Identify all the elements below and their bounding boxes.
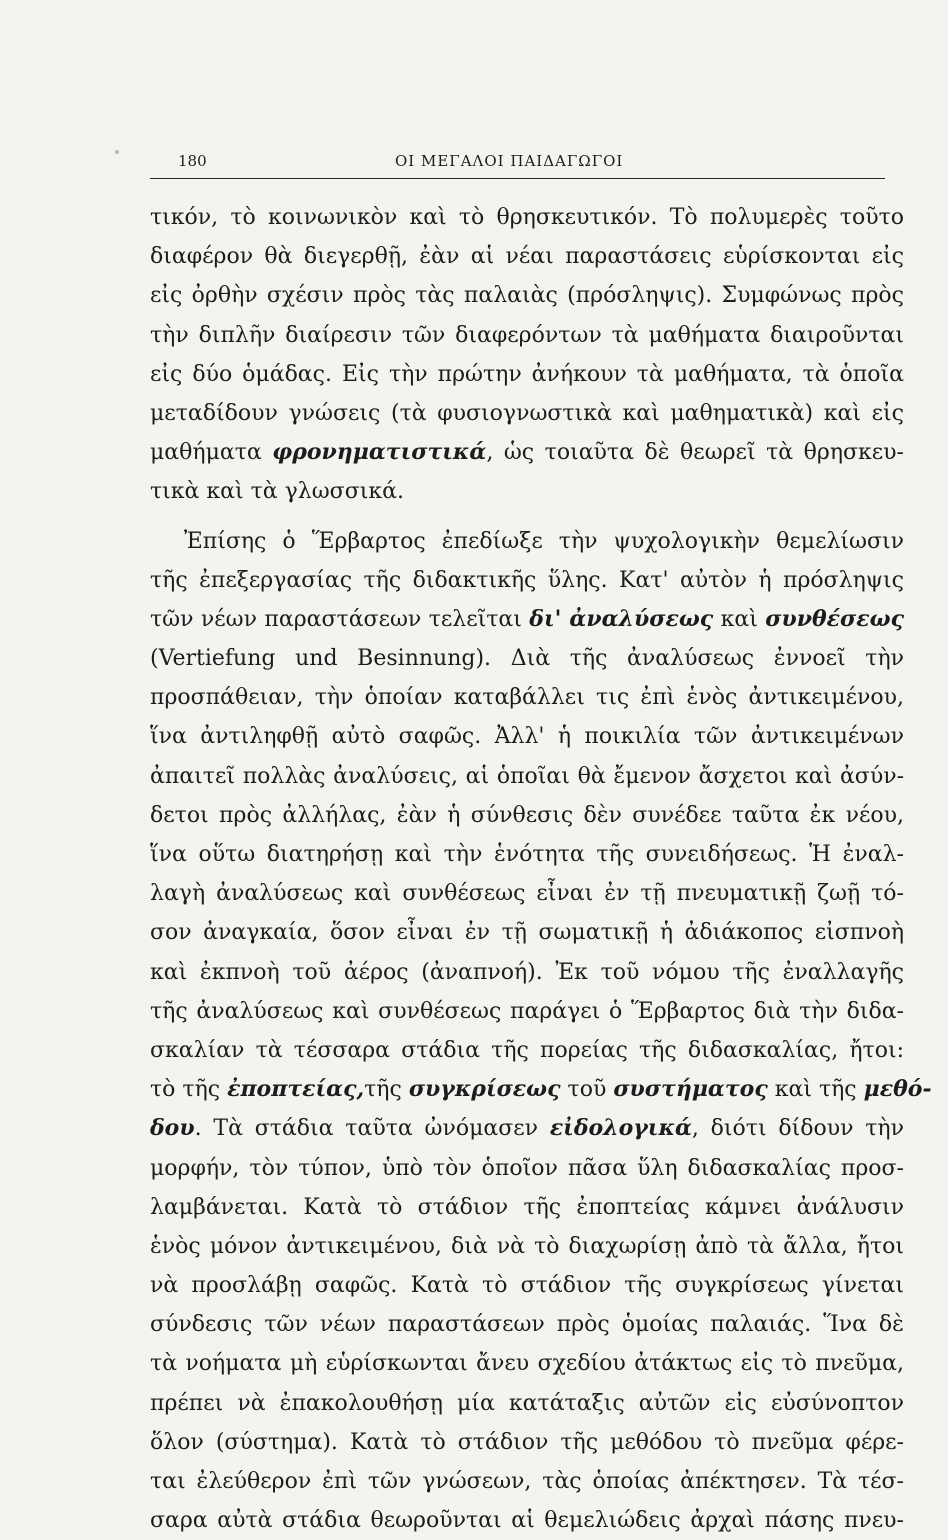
text-run: νὰ προσλάβῃ σαφῶς. Κατὰ τὸ στάδιον τῆς συγκρίσεως γίνεται <box>150 1273 904 1299</box>
text-line <box>150 600 904 639</box>
text-line <box>150 757 904 796</box>
text-line <box>150 1501 904 1540</box>
text-run: εἰς δύο ὁμάδας. Εἰς τὴν πρώτην ἀνήκουν τὰ μαθήματα, τὰ ὁποῖα <box>150 361 904 387</box>
text-line <box>150 472 904 511</box>
text-run: τὴν διπλῆν διαίρεσιν τῶν διαφερόντων τὰ μαθήματα διαιροῦνται <box>150 322 904 348</box>
text-run: καὶ <box>713 606 766 632</box>
emphasized-term: συστήματος <box>613 1076 768 1103</box>
text-run: τοῦ <box>560 1077 614 1103</box>
text-line <box>150 198 904 237</box>
text-run: εἰς ὀρθὴν σχέσιν πρὸς τὰς παλαιὰς (πρόσληψις). Συμφώνως πρὸς <box>150 283 904 309</box>
text-run: ἵνα οὕτω διατηρήσῃ καὶ τὴν ἑνότητα τῆς συνειδήσεως. Ἡ ἐναλ- <box>150 842 904 867</box>
emphasized-term: ἐποπτείας, <box>227 1076 365 1103</box>
text-line <box>150 433 904 472</box>
text-line <box>150 561 904 600</box>
text-line <box>150 1266 904 1305</box>
text-run: ὅλον (σύστημα). Κατὰ τὸ στάδιον τῆς μεθόδου τὸ πνεῦμα φέρε- <box>150 1429 904 1455</box>
text-run: μεταδίδουν γνώσεις (τὰ φυσιογνωστικὰ καὶ μαθηματικὰ) καὶ εἰς <box>150 400 904 426</box>
text-line <box>150 1109 904 1148</box>
text-line <box>150 639 904 678</box>
text-line <box>150 874 904 913</box>
text-run: σύνδεσις τῶν νέων παραστάσεων πρὸς ὁμοίας παλαιάς. Ἵνα δὲ <box>150 1312 904 1338</box>
text-line <box>150 522 904 561</box>
text-line <box>150 1149 904 1188</box>
text-run: . Τὰ στάδια ταῦτα ὠνόμασεν <box>194 1116 550 1142</box>
text-line <box>150 1344 904 1383</box>
text-line <box>150 913 904 952</box>
text-run: τικὰ καὶ τὰ γλωσσικά. <box>150 479 404 505</box>
emphasized-term: φρονηματιστικά <box>272 439 487 466</box>
text-line <box>150 355 904 394</box>
text-run: τῆς ἀναλύσεως καὶ συνθέσεως παράγει ὁ Ἕρβαρτος διὰ τὴν διδα- <box>150 998 904 1024</box>
emphasized-term: εἰδολογικά <box>549 1115 692 1142</box>
text-line <box>150 394 904 433</box>
text-line <box>150 1305 904 1344</box>
text-run: σκαλίαν τὰ τέσσαρα στάδια τῆς πορείας τῆς διδασκαλίας, ἤτοι: <box>150 1037 904 1063</box>
text-line <box>150 1070 932 1109</box>
text-run: τῆς <box>364 1077 409 1103</box>
text-run: μαθήματα <box>150 440 273 466</box>
emphasized-term: μεθό- <box>863 1076 932 1103</box>
text-line <box>150 1031 904 1070</box>
text-line <box>150 1462 904 1501</box>
text-run: λαμβάνεται. Κατὰ τὸ στάδιον τῆς ἐποπτείας κάμνει ἀνάλυσιν <box>150 1194 904 1220</box>
running-title: ΟΙ ΜΕΓΑΛΟΙ ΠΑΙΔΑΓΩΓΟΙ <box>395 152 624 170</box>
emphasized-term: συγκρίσεως <box>408 1076 561 1103</box>
text-line <box>150 1384 904 1423</box>
text-line <box>150 316 904 355</box>
text-run: (Vertiefung und Besinnung). Διὰ τῆς ἀναλύσεως ἐννοεῖ τὴν <box>150 646 904 672</box>
page-speck <box>115 150 119 154</box>
text-line <box>150 717 904 756</box>
text-run: τὰ νοήματα μὴ εὑρίσκωνται ἄνευ σχεδίου ἀτάκτως εἰς τὸ πνεῦμα, <box>150 1351 904 1377</box>
text-line <box>150 678 904 717</box>
text-run: τῆς ἐπεξεργασίας τῆς διδακτικῆς ὕλης. Κατ' αὐτὸν ἡ πρόσληψις <box>150 567 904 593</box>
text-run: δετοι πρὸς ἀλλήλας, ἐὰν ἡ σύνθεσις δὲν συνέδεε ταῦτα ἐκ νέου, <box>150 802 904 828</box>
text-run: τὸ τῆς <box>150 1077 228 1103</box>
text-run: , διότι δίδουν τὴν <box>691 1116 904 1142</box>
text-line <box>150 992 904 1031</box>
text-line <box>150 1423 904 1462</box>
text-run: ἀπαιτεῖ πολλὰς ἀναλύσεις, αἱ ὁποῖαι θὰ ἔμενον ἄσχετοι καὶ ἀσύν- <box>150 763 904 789</box>
text-line <box>150 796 904 835</box>
text-line <box>150 953 904 992</box>
text-run: σον ἀναγκαία, ὅσον εἶναι ἐν τῇ σωματικῇ ἡ ἀδιάκοπος εἰσπνοὴ <box>150 920 904 946</box>
text-line <box>150 237 904 276</box>
emphasized-term: δου <box>150 1115 195 1142</box>
emphasized-term: συνθέσεως <box>765 605 904 632</box>
text-run: ἑνὸς μόνον ἀντικειμένου, διὰ νὰ τὸ διαχωρίσῃ ἀπὸ τὰ ἄλλα, ἤτοι <box>150 1233 904 1259</box>
text-run: σαρα αὐτὰ στάδια θεωροῦνται αἱ θεμελιώδεις ἀρχαὶ πάσης πνευ- <box>150 1508 904 1534</box>
page-header <box>150 150 885 179</box>
text-run: διαφέρον θὰ διεγερθῇ, ἐὰν αἱ νέαι παραστάσεις εὑρίσκονται εἰς <box>150 244 904 270</box>
text-run: , ὡς τοιαῦτα δὲ θεωρεῖ τὰ θρησκευ- <box>486 440 904 466</box>
text-run: Ἐπίσης ὁ Ἕρβαρτος ἐπεδίωξε τὴν ψυχολογικὴν θεμελίωσιν <box>184 528 904 554</box>
text-line <box>150 1227 904 1266</box>
text-line <box>150 835 904 874</box>
text-line <box>150 276 904 315</box>
text-run: ἵνα ἀντιληφθῇ αὐτὸ σαφῶς. Ἀλλ' ἡ ποικιλία τῶν ἀντικειμένων <box>150 724 904 750</box>
page-number: 180 <box>178 152 207 170</box>
text-run: τικόν, τὸ κοινωνικὸν καὶ τὸ θρησκευτικόν. Τὸ πολυμερὲς τοῦτο <box>150 205 904 230</box>
text-run: λαγὴ ἀναλύσεως καὶ συνθέσεως εἶναι ἐν τῇ πνευματικῇ ζωῇ τό- <box>150 881 904 907</box>
text-run: καὶ τῆς <box>767 1077 864 1103</box>
body-text <box>150 198 932 1540</box>
text-run: μορφήν, τὸν τύπον, ὑπὸ τὸν ὁποῖον πᾶσα ὕλη διδασκαλίας προσ- <box>150 1155 904 1181</box>
text-run: ται ἐλεύθερον ἐπὶ τῶν γνώσεων, τὰς ὁποίας ἀπέκτησεν. Τὰ τέσ- <box>150 1469 904 1494</box>
text-run: προσπάθειαν, τὴν ὁποίαν καταβάλλει τις ἐπὶ ἑνὸς ἀντικειμένου, <box>150 685 904 711</box>
text-line <box>150 1188 904 1227</box>
text-run: πρέπει νὰ ἐπακολουθήσῃ μία κατάταξις αὐτῶν εἰς εὐσύνοπτον <box>150 1390 904 1416</box>
emphasized-term: δι' ἀναλύσεως <box>529 605 714 632</box>
text-run: καὶ ἐκπνοὴ τοῦ ἀέρος (ἀναπνοή). Ἐκ τοῦ νόμου τῆς ἐναλλαγῆς <box>150 959 904 985</box>
text-run: τῶν νέων παραστάσεων τελεῖται <box>150 606 530 632</box>
